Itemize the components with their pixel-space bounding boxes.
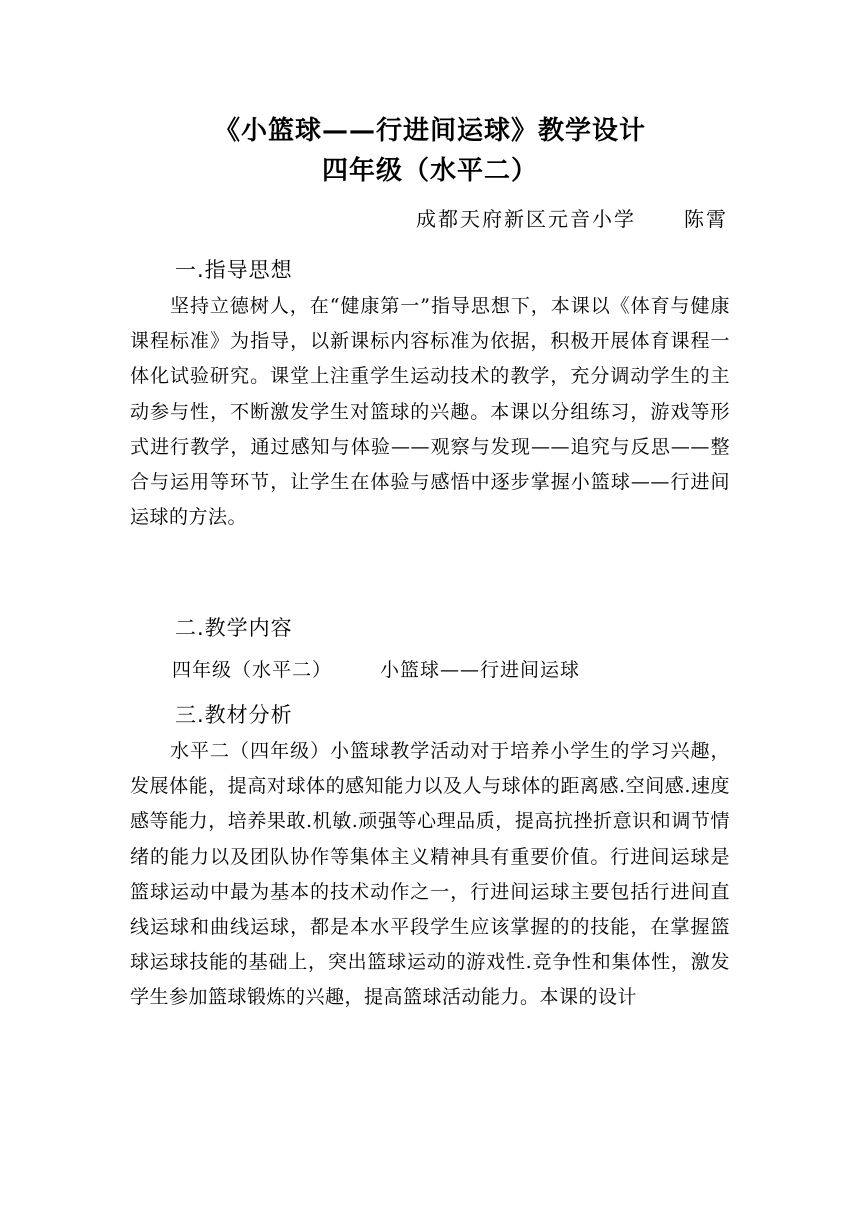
teaching-content-line xyxy=(172,655,580,682)
school-name: 成都天府新区元音小学 xyxy=(416,207,636,231)
document-title: 《小篮球——行进间运球》教学设计 xyxy=(213,116,646,146)
teaching-content-topic: 小篮球——行进间运球 xyxy=(380,659,581,681)
section-heading-guiding-ideology: 一.指导思想 xyxy=(175,258,293,282)
section-text-material-analysis xyxy=(130,734,730,1016)
section-heading-material-analysis: 三.教材分析 xyxy=(175,703,293,727)
author-line xyxy=(416,203,728,232)
section-heading-teaching-content: 二.教学内容 xyxy=(175,616,293,640)
paragraph: 坚持立德树人，在“健康第一”指导思想下，本课以《体育与健康课程标准》为指导，以新课标内容标准为依据，积极开展体育课程一体化试验研究。课堂上注重学生运动技术的教学，充分调动学生的主动参与性，不断激发学生对篮球的兴趣。本课以分组练习，游戏等形式进行教学，通过感知与体验——观察与发现——追究与反思——整合与运用等环节，让学生在体验与感悟中逐步掌握小篮球——行进间运球的方法。 xyxy=(130,295,730,529)
paragraph: 水平二（四年级）小篮球教学活动对于培养小学生的学习兴趣，发展体能，提高对球体的感知能力以及人与球体的距离感.空间感.速度感等能力，培养果敢.机敏.顽强等心理品质，提高抗挫折意识和调节情绪的能力以及团队协作等集体主义精神具有重要价值。行进间运球是篮球运动中最为基本的技术动作之一，行进间运球主要包括行进间直线运球和曲线运球，都是本水平段学生应该掌握的的技能，在掌握篮球运球技能的基础上，突出篮球运动的游戏性.竞争性和集体性，激发学生参加篮球锻炼的兴趣，提高篮球活动能力。本课的设计 xyxy=(130,740,730,1009)
author-name: 陈霄 xyxy=(684,207,728,231)
document-subtitle: 四年级（水平二） xyxy=(321,156,538,186)
section-text-guiding-ideology xyxy=(130,289,730,535)
teaching-content-grade: 四年级（水平二） xyxy=(172,659,333,681)
